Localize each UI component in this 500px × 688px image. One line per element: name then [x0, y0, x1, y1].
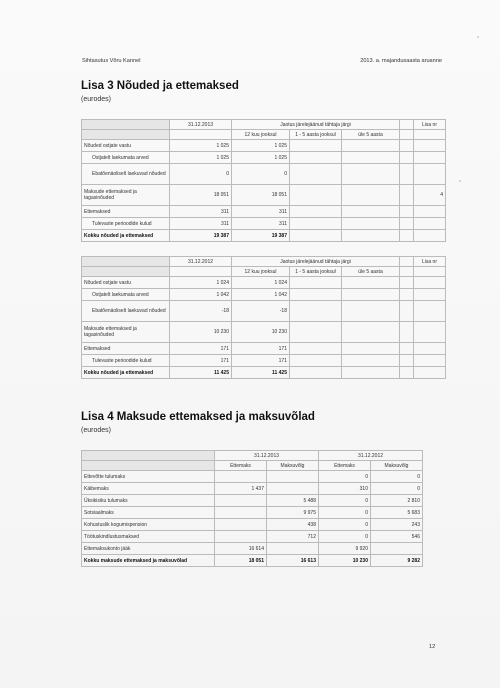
row-within-12: -18: [232, 301, 290, 322]
lisa-header: Lisa nr: [414, 120, 446, 130]
row-label: Kohustuslik kogumispension: [82, 519, 215, 531]
table-row: [82, 495, 423, 507]
row-label: Maksude ettemaksed ja tagasinõuded: [82, 185, 170, 206]
cell-value: [215, 471, 267, 483]
row-label: Ebatõenäoliselt laekuvad nõuded: [82, 164, 170, 185]
row-value: 1 025: [170, 152, 232, 164]
row-within-12: 1 025: [232, 152, 290, 164]
table-row: [82, 301, 446, 322]
table-row: [82, 507, 423, 519]
col-tax-debt-2013: Maksuvõlg: [267, 461, 319, 471]
tax-table: [81, 450, 423, 567]
table-subheader-row: [82, 267, 446, 277]
table-row: [82, 322, 446, 343]
cell-value: 10 230: [319, 555, 371, 567]
row-label: Kokku nõuded ja ettemaksed: [82, 367, 170, 379]
table-row: [82, 185, 446, 206]
cell-value: 0: [319, 531, 371, 543]
row-label: Kokku maksude ettemaksed ja maksuvõlad: [82, 555, 215, 567]
table-row: [82, 218, 446, 230]
scan-speck: [459, 180, 461, 182]
row-lisa: [414, 301, 446, 322]
row-label: Tulevaste perioodide kulud: [82, 355, 170, 367]
subheader-over-5-years: üle 5 aasta: [342, 130, 400, 140]
row-label: Nõuded ostjate vastu: [82, 277, 170, 289]
row-label: Ostjatelt laekumata arved: [82, 152, 170, 164]
table-row: [82, 206, 446, 218]
subheader-12-months: 12 kuu jooksul: [232, 130, 290, 140]
row-label: Ettemaksed: [82, 206, 170, 218]
cell-value: 9 975: [267, 507, 319, 519]
subheader-12-months: 12 kuu jooksul: [232, 267, 290, 277]
row-value: 1 042: [170, 289, 232, 301]
section-4-title: Lisa 4 Maksude ettemaksed ja maksuvõlad: [81, 411, 315, 423]
table-header-row: [82, 257, 446, 267]
table-row: [82, 289, 446, 301]
cell-value: 9 282: [371, 555, 423, 567]
cell-value: 0: [319, 471, 371, 483]
cell-value: 712: [267, 531, 319, 543]
date-header: 31.12.2013: [170, 120, 232, 130]
table-row: [82, 483, 423, 495]
cell-value: 310: [319, 483, 371, 495]
row-value: 311: [170, 206, 232, 218]
row-label: Käibemaks: [82, 483, 215, 495]
row-lisa: 4: [414, 185, 446, 206]
section-3-subtitle: (eurodes): [81, 96, 111, 103]
row-value: 311: [170, 218, 232, 230]
cell-value: 2 810: [371, 495, 423, 507]
row-lisa: [414, 367, 446, 379]
row-within-12: 311: [232, 206, 290, 218]
row-value: 171: [170, 343, 232, 355]
cell-value: 438: [267, 519, 319, 531]
col-prepayment-2012: Ettemaks: [319, 461, 371, 471]
header-report-title: 2013. a. majandusaasta aruanne: [360, 58, 442, 64]
page-number: 12: [429, 644, 436, 650]
table-row: [82, 164, 446, 185]
tax-table-date-row: [82, 451, 423, 461]
cell-value: [267, 471, 319, 483]
row-value: 1 025: [170, 140, 232, 152]
row-lisa: [414, 164, 446, 185]
row-lisa: [414, 277, 446, 289]
lisa-header: Lisa nr: [414, 257, 446, 267]
table-subheader-row: [82, 130, 446, 140]
receivables-table-2013: [81, 119, 446, 242]
table-row: [82, 152, 446, 164]
row-lisa: [414, 218, 446, 230]
row-within-12: 1 024: [232, 277, 290, 289]
scan-speck: [477, 36, 479, 38]
row-within-12: 19 387: [232, 230, 290, 242]
row-label: Ostjatelt laekumata arved: [82, 289, 170, 301]
row-label: Üksikisiku tulumaks: [82, 495, 215, 507]
date-header: 31.12.2012: [170, 257, 232, 267]
subheader-1-5-years: 1 - 5 aasta jooksul: [290, 267, 342, 277]
row-within-12: 171: [232, 355, 290, 367]
table-row: [82, 543, 423, 555]
row-label: Sotsiaalmaks: [82, 507, 215, 519]
row-within-12: 1 025: [232, 140, 290, 152]
row-label: Maksude ettemaksed ja tagasinõuded: [82, 322, 170, 343]
row-lisa: [414, 152, 446, 164]
row-label: Ebatõenäoliselt laekuvad nõuded: [82, 301, 170, 322]
row-value: 1 024: [170, 277, 232, 289]
row-within-12: 11 425: [232, 367, 290, 379]
receivables-table-2012: [81, 256, 446, 379]
table-row: [82, 531, 423, 543]
table-row: [82, 277, 446, 289]
row-label: Ettevõtte tulumaks: [82, 471, 215, 483]
row-value: 11 425: [170, 367, 232, 379]
cell-value: [215, 507, 267, 519]
cell-value: 9 920: [319, 543, 371, 555]
date-header-2013: 31.12.2013: [215, 451, 319, 461]
cell-value: [267, 543, 319, 555]
cell-value: 243: [371, 519, 423, 531]
row-label: Ettemaksukonto jääk: [82, 543, 215, 555]
maturity-group-header: Jaotus järelejäänud tähtaja järgi: [232, 257, 400, 267]
row-lisa: [414, 206, 446, 218]
subheader-over-5-years: üle 5 aasta: [342, 267, 400, 277]
row-value: 19 387: [170, 230, 232, 242]
row-lisa: [414, 140, 446, 152]
cell-value: 0: [319, 495, 371, 507]
row-value: 18 051: [170, 185, 232, 206]
row-value: 10 230: [170, 322, 232, 343]
row-within-12: 10 230: [232, 322, 290, 343]
row-value: 171: [170, 355, 232, 367]
table-row: [82, 471, 423, 483]
header-organization: Sihtasutus Võru Kannel: [82, 58, 141, 64]
row-within-12: 171: [232, 343, 290, 355]
row-within-12: 18 051: [232, 185, 290, 206]
row-lisa: [414, 230, 446, 242]
cell-value: 0: [319, 519, 371, 531]
cell-value: 546: [371, 531, 423, 543]
cell-value: [371, 543, 423, 555]
cell-value: 0: [319, 507, 371, 519]
cell-value: 5 488: [267, 495, 319, 507]
cell-value: 18 051: [215, 555, 267, 567]
cell-value: 16 614: [215, 543, 267, 555]
row-label: Kokku nõuded ja ettemaksed: [82, 230, 170, 242]
row-within-12: 0: [232, 164, 290, 185]
date-header-2012: 31.12.2012: [319, 451, 423, 461]
row-lisa: [414, 289, 446, 301]
cell-value: 0: [371, 471, 423, 483]
cell-value: [267, 483, 319, 495]
tax-table-column-row: [82, 461, 423, 471]
row-within-12: 311: [232, 218, 290, 230]
section-3-title: Lisa 3 Nõuded ja ettemaksed: [81, 80, 239, 92]
cell-value: 0: [371, 483, 423, 495]
row-value: -18: [170, 301, 232, 322]
maturity-group-header: Jaotus järelejäänud tähtaja järgi: [232, 120, 400, 130]
cell-value: 1 437: [215, 483, 267, 495]
table-total-row: [82, 230, 446, 242]
cell-value: [215, 495, 267, 507]
table-row: [82, 355, 446, 367]
row-lisa: [414, 343, 446, 355]
row-lisa: [414, 355, 446, 367]
subheader-1-5-years: 1 - 5 aasta jooksul: [290, 130, 342, 140]
row-within-12: 1 042: [232, 289, 290, 301]
row-value: 0: [170, 164, 232, 185]
col-tax-debt-2012: Maksuvõlg: [371, 461, 423, 471]
table-row: [82, 140, 446, 152]
section-4-subtitle: (eurodes): [81, 427, 111, 434]
table-row: [82, 519, 423, 531]
col-prepayment-2013: Ettemaks: [215, 461, 267, 471]
row-label: Nõuded ostjate vastu: [82, 140, 170, 152]
row-lisa: [414, 322, 446, 343]
cell-value: [215, 531, 267, 543]
table-header-row: [82, 120, 446, 130]
cell-value: [215, 519, 267, 531]
row-label: Ettemaksed: [82, 343, 170, 355]
cell-value: 16 613: [267, 555, 319, 567]
table-total-row: [82, 367, 446, 379]
table-total-row: [82, 555, 423, 567]
row-label: Töötuskindlustusmaksed: [82, 531, 215, 543]
table-row: [82, 343, 446, 355]
cell-value: 5 683: [371, 507, 423, 519]
row-label: Tulevaste perioodide kulud: [82, 218, 170, 230]
